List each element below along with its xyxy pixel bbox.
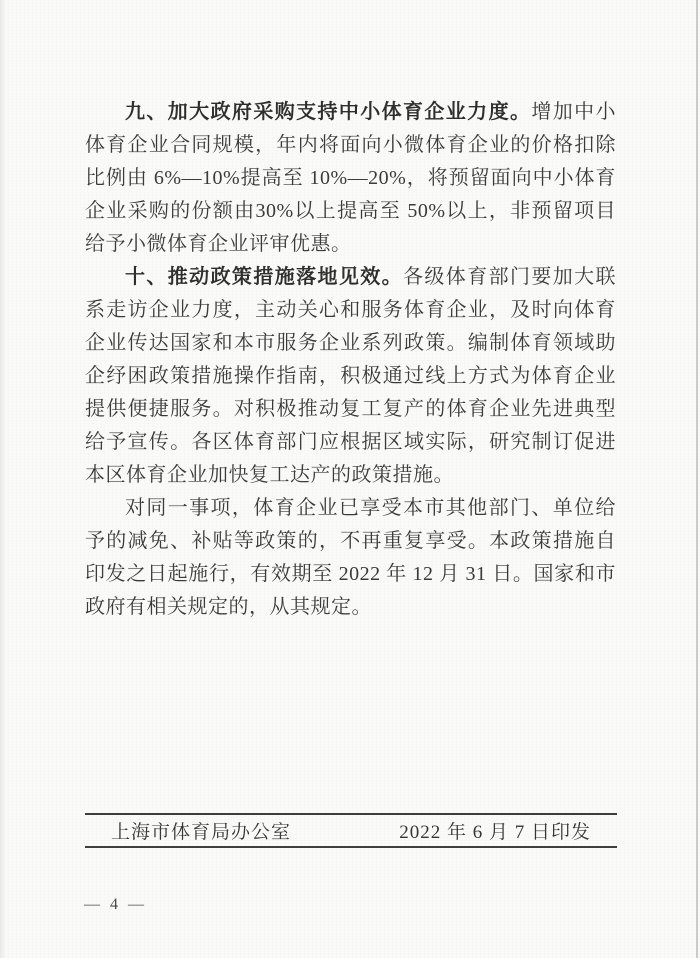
print-date-label: 2022 年 6 月 7 日印发 [399, 822, 591, 843]
section-9-heading: 九、加大政府采购支持中小体育企业力度。 [125, 101, 532, 123]
paragraph-closing [85, 492, 616, 624]
section-10-heading: 十、推动政策措施落地见效。 [125, 266, 404, 288]
paragraph-section-10 [85, 261, 616, 492]
section-10-text: 各级体育部门要加大联系走访企业力度，主动关心和服务体育企业，及时向体育企业传达国家和本市服务企业系列政策。编制体育领域助企纾困政策措施操作指南，积极通过线上方式为体育企业提供便捷服务。对积极推动复工复产的体育企业先进典型给予宣传。各区体育部门应根据区域实际，研究制订促进本区体育企业加快复工达产的政策措施。 [85, 266, 617, 486]
colophon-bar [85, 813, 617, 848]
issuing-office-label: 上海市体育局办公室 [111, 822, 292, 843]
scan-edge-right [696, 0, 698, 958]
paragraph-section-9 [85, 96, 616, 261]
scan-edge-left [0, 0, 6, 958]
closing-text: 对同一事项，体育企业已享受本市其他部门、单位给予的减免、补贴等政策的，不再重复享受。本政策措施自印发之日起施行，有效期至 2022 年 12 月 31 日。国家和市政府有相关规定的，从其规定。 [85, 497, 616, 618]
page-number: — 4 — [84, 896, 147, 913]
document-body [85, 96, 616, 624]
section-9-text: 增加中小体育企业合同规模，年内将面向小微体育企业的价格扣除比例由 6%—10%提高至 10%—20%，将预留面向中小体育企业采购的份额由30%以上提高至 50%以上，非预留项目给予小微体育企业评审优惠。 [85, 101, 617, 255]
